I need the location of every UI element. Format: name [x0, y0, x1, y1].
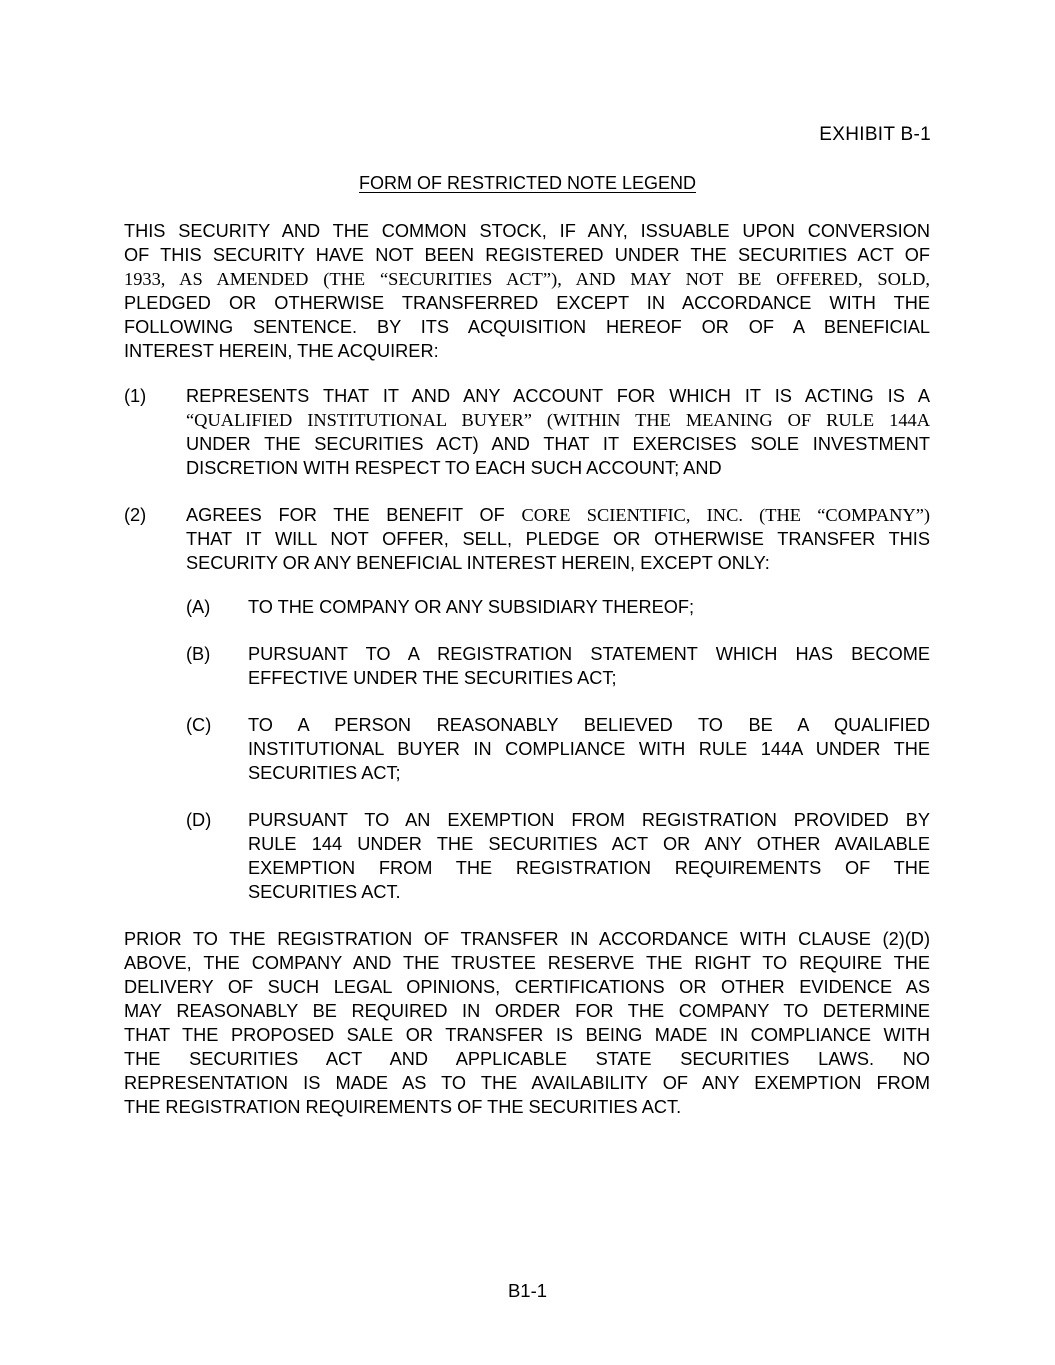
company-name: CORE SCIENTIFIC, INC. (THE “COMPANY”) [521, 505, 930, 525]
clause-line: DISCRETION WITH RESPECT TO EACH SUCH ACCOUNT; AND [186, 458, 722, 478]
subclause-line: RULE 144 UNDER THE SECURITIES ACT OR ANY OTHER AVAILABLE [248, 834, 930, 854]
clause-line: THAT IT WILL NOT OFFER, SELL, PLEDGE OR OTHERWISE TRANSFER THIS [186, 529, 930, 549]
closing-line: PRIOR TO THE REGISTRATION OF TRANSFER IN ACCORDANCE WITH CLAUSE (2)(D) [124, 929, 930, 949]
intro-line: OF THIS SECURITY HAVE NOT BEEN REGISTERED UNDER THE SECURITIES ACT OF [124, 245, 930, 265]
closing-paragraph [124, 927, 930, 1119]
page-number: B1-1 [507, 1280, 548, 1301]
clause-number: (2) [124, 505, 147, 525]
clause-number: (1) [124, 386, 147, 406]
subclause-c [186, 713, 930, 785]
subclause-line: TO THE COMPANY OR ANY SUBSIDIARY THEREOF; [248, 597, 695, 617]
intro-line [124, 267, 930, 291]
clause-body [186, 384, 930, 480]
exhibit-label: EXHIBIT B-1 [819, 124, 931, 145]
clause-line-part: AGREES FOR THE BENEFIT OF [186, 505, 505, 525]
intro-line: INTEREST HEREIN, THE ACQUIRER: [124, 341, 439, 361]
intro-line: FOLLOWING SENTENCE. BY ITS ACQUISITION HEREOF OR OF A BENEFICIAL [124, 317, 930, 337]
clause-line: SECURITY OR ANY BENEFICIAL INTEREST HEREIN, EXCEPT ONLY: [186, 553, 770, 573]
subclause-d [186, 808, 930, 904]
clause-body [186, 503, 930, 575]
subclause-number: (A) [186, 597, 211, 617]
clause-line: UNDER THE SECURITIES ACT) AND THAT IT EXERCISES SOLE INVESTMENT [186, 434, 930, 454]
subclause-number: (B) [186, 644, 211, 664]
subclause-number: (C) [186, 715, 212, 735]
intro-line: THIS SECURITY AND THE COMMON STOCK, IF ANY, ISSUABLE UPON CONVERSION [124, 221, 930, 241]
subclause-line: PURSUANT TO A REGISTRATION STATEMENT WHICH HAS BECOME [248, 644, 930, 664]
closing-line: THE REGISTRATION REQUIREMENTS OF THE SECURITIES ACT. [124, 1097, 682, 1117]
closing-line: REPRESENTATION IS MADE AS TO THE AVAILABILITY OF ANY EXEMPTION FROM [124, 1073, 930, 1093]
subclause-b [186, 642, 930, 690]
closing-line: MAY REASONABLY BE REQUIRED IN ORDER FOR THE COMPANY TO DETERMINE [124, 1001, 930, 1021]
intro-line-serif: 1933, AS AMENDED (THE “SECURITIES ACT”), AND MAY NOT BE OFFERED, SOLD, [124, 269, 930, 289]
subclause-line: SECURITIES ACT; [248, 763, 401, 783]
closing-line: ABOVE, THE COMPANY AND THE TRUSTEE RESERVE THE RIGHT TO REQUIRE THE [124, 953, 930, 973]
subclause-line: TO A PERSON REASONABLY BELIEVED TO BE A QUALIFIED [248, 715, 930, 735]
subclause-number: (D) [186, 810, 212, 830]
subclause-line: INSTITUTIONAL BUYER IN COMPLIANCE WITH RULE 144A UNDER THE [248, 739, 930, 759]
clause-2 [124, 503, 930, 575]
closing-line: DELIVERY OF SUCH LEGAL OPINIONS, CERTIFICATIONS OR OTHER EVIDENCE AS [124, 977, 930, 997]
intro-paragraph [124, 219, 930, 363]
clause-line-serif: “QUALIFIED INSTITUTIONAL BUYER” (WITHIN THE MEANING OF RULE 144A [186, 410, 930, 430]
clause-line [186, 503, 930, 527]
subclause-body [248, 595, 930, 619]
clause-1 [124, 384, 930, 480]
subclause-line: EFFECTIVE UNDER THE SECURITIES ACT; [248, 668, 617, 688]
clause-line: REPRESENTS THAT IT AND ANY ACCOUNT FOR WHICH IT IS ACTING IS A [186, 386, 930, 406]
subclause-line: PURSUANT TO AN EXEMPTION FROM REGISTRATION PROVIDED BY [248, 810, 930, 830]
intro-line: PLEDGED OR OTHERWISE TRANSFERRED EXCEPT IN ACCORDANCE WITH THE [124, 293, 930, 313]
subclause-a [186, 595, 930, 619]
subclause-body [248, 808, 930, 904]
closing-line: THAT THE PROPOSED SALE OR TRANSFER IS BEING MADE IN COMPLIANCE WITH [124, 1025, 930, 1045]
document-title [0, 173, 1055, 194]
subclause-line: EXEMPTION FROM THE REGISTRATION REQUIREMENTS OF THE [248, 858, 930, 878]
subclause-body [248, 713, 930, 785]
clause-line [186, 408, 930, 432]
subclause-line: SECURITIES ACT. [248, 882, 401, 902]
closing-line: THE SECURITIES ACT AND APPLICABLE STATE SECURITIES LAWS. NO [124, 1049, 930, 1069]
document-title-text: FORM OF RESTRICTED NOTE LEGEND [358, 173, 697, 193]
subclause-body [248, 642, 930, 690]
